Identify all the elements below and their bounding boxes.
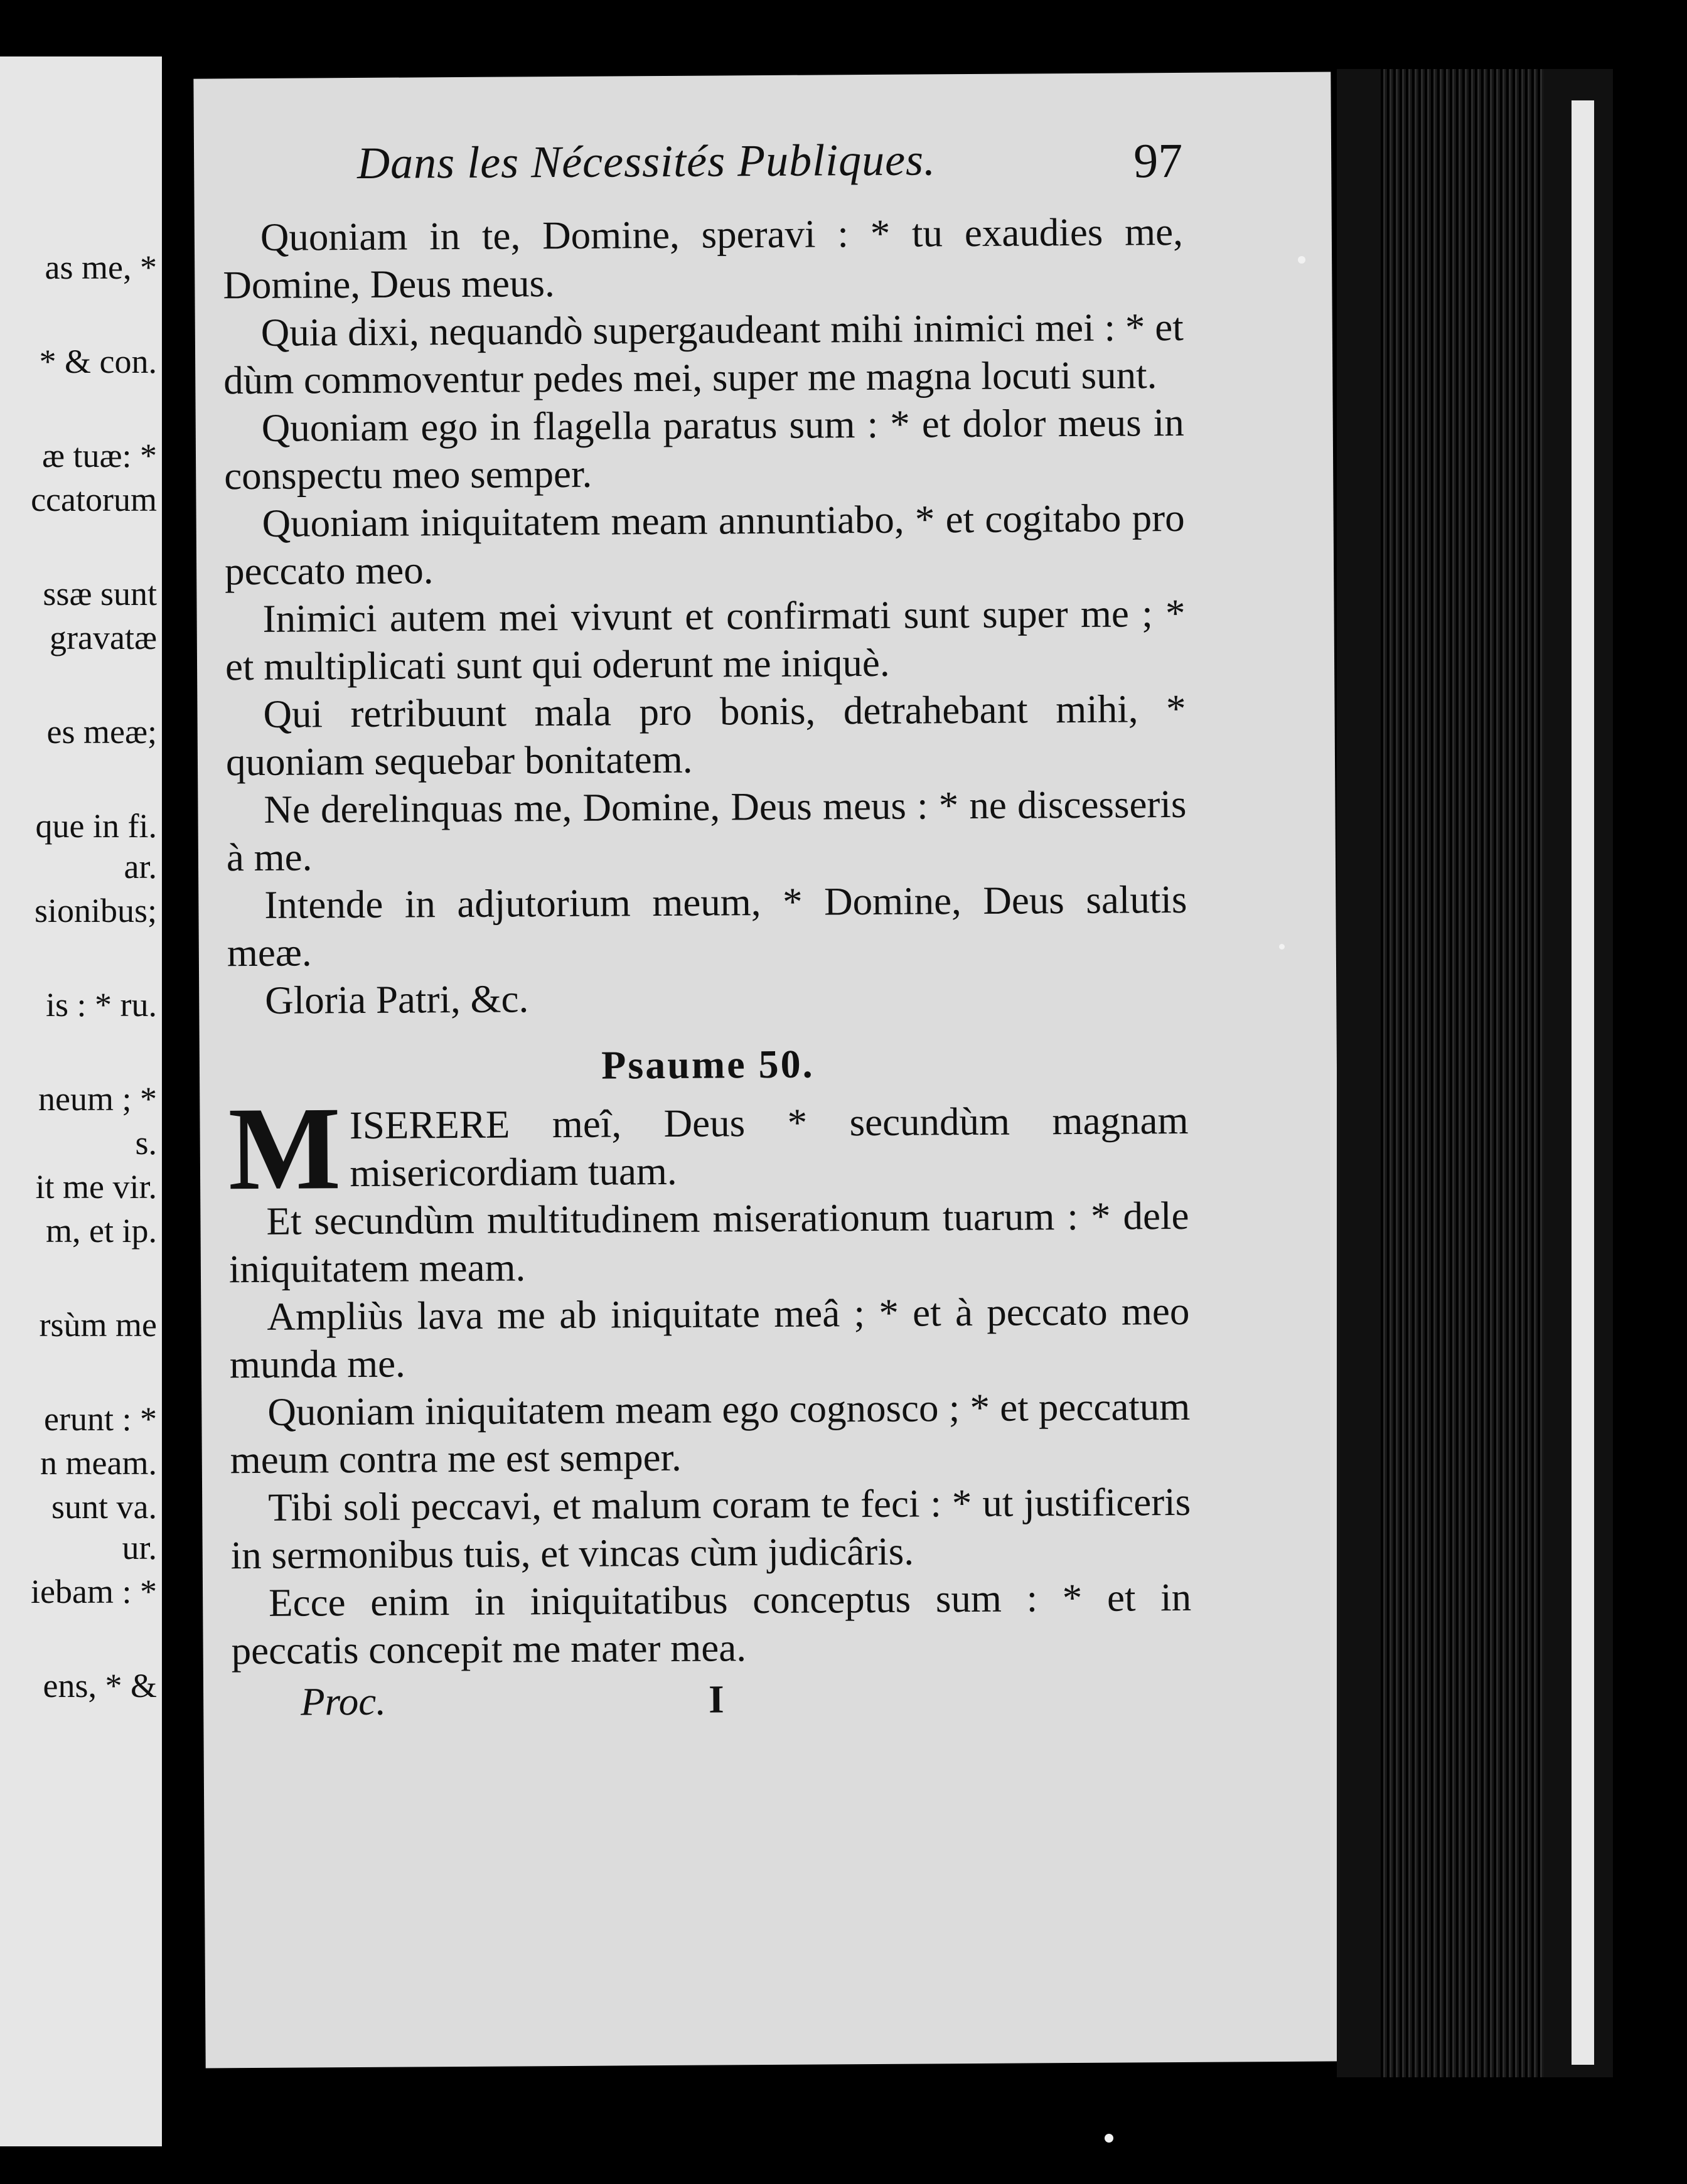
left-page-line: sionibus; <box>34 892 157 929</box>
dust-speck <box>1105 2134 1113 2143</box>
psalm-verse: Quoniam iniquitatem meam annuntiabo, * et cogitabo pro peccato meo. <box>224 495 1185 594</box>
page-edge-stack <box>1337 69 1613 2077</box>
left-page-line: n meam. <box>40 1444 157 1482</box>
page-content <box>222 132 1192 1736</box>
page-number: 97 <box>1133 132 1183 188</box>
left-page-line: s. <box>135 1124 157 1162</box>
page-leaves <box>1381 69 1544 2077</box>
psalm-verse: Tibi soli peccavi, et malum coram te feci : * ut justificeris in sermonibus tuis, et vincas cùm judicâris. <box>230 1479 1191 1578</box>
psalm-heading: Psaume 50. <box>601 1041 815 1088</box>
verses-after-heading <box>228 1192 1192 1674</box>
left-page-line: ccatorum <box>31 481 157 518</box>
left-page-line: æ tuæ: * <box>41 437 157 474</box>
left-page-line: is : * ru. <box>45 986 157 1024</box>
psalm-verse: Inimici autem mei vivunt et confirmati sunt super me ; * et multiplicati sunt qui oderunt me iniquè. <box>225 591 1186 689</box>
psalm-first-verse <box>228 1083 1189 1216</box>
left-page-line: que in fi. <box>35 807 157 845</box>
drop-capital: M <box>228 1083 341 1216</box>
left-page-line: * & con. <box>39 343 157 380</box>
first-verse-text: ISERERE meî, Deus * secundùm magnam misericordiam tuam. <box>349 1098 1189 1196</box>
signature-label: Proc. <box>300 1679 387 1724</box>
psalm-verse: Quoniam iniquitatem meam ego cognosco ; * et peccatum meum contra me est semper. <box>230 1384 1191 1482</box>
left-page-line: es meæ; <box>46 713 157 751</box>
left-page-line: neum ; * <box>38 1080 157 1118</box>
left-page-line: iebam : * <box>31 1573 157 1610</box>
page-footer <box>232 1674 1192 1736</box>
psalm-verse: Quoniam in te, Domine, speravi : * tu exaudies me, Domine, Deus meus. <box>223 209 1184 308</box>
left-page-line: ar. <box>124 848 157 886</box>
left-page-line: as me, * <box>45 249 157 286</box>
psalm-verse: Quoniam ego in flagella paratus sum : * et dolor meus in conspectu meo semper. <box>223 400 1184 498</box>
psalm-verse: Intende in adjutorium meum, * Domine, Deus salutis meæ. <box>227 877 1187 975</box>
psalm-verse: Et secundùm multitudinem miserationum tuarum : * dele iniquitatem meam. <box>228 1193 1189 1292</box>
book-rim <box>1572 100 1594 2065</box>
left-page-line: gravatæ <box>50 619 157 656</box>
previous-page-fragment <box>0 56 162 2146</box>
psalm-verse: Ne derelinquas me, Domine, Deus meus : * ne discesseris à me. <box>226 781 1187 880</box>
left-page-line: ssæ sunt <box>43 575 157 613</box>
left-page-line: ens, * & <box>43 1667 157 1705</box>
running-title: Dans les Nécessités Publiques. <box>356 134 936 188</box>
page-header <box>222 132 1183 207</box>
psalm-verse: Gloria Patri, &c. <box>265 977 529 1022</box>
psalm-verse: Ecce enim in iniquitatibus conceptus sum : * et in peccatis concepit me mater mea. <box>231 1575 1192 1673</box>
dust-speck <box>1279 944 1285 950</box>
left-page-line: rsùm me <box>39 1306 157 1344</box>
book-page <box>193 72 1342 2068</box>
left-page-line: sunt va. <box>51 1488 157 1526</box>
left-page-line: erunt : * <box>44 1400 157 1438</box>
dust-speck <box>1298 256 1305 264</box>
psalm-verse: Qui retribuunt mala pro bonis, detrahebant mihi, * quoniam sequebar bonitatem. <box>225 686 1186 784</box>
left-page-line: ur. <box>122 1529 157 1566</box>
verses-before-psalm <box>223 208 1188 1024</box>
psalm-verse: Ampliùs lava me ab iniquitate meâ ; * et à peccato meo munda me. <box>229 1288 1190 1387</box>
psalm-verse: Quia dixi, nequandò supergaudeant mihi inimici mei : * et dùm commoventur pedes mei, super me magna locuti sunt. <box>223 304 1184 403</box>
left-page-line: it me vir. <box>35 1168 157 1206</box>
signature-mark: I <box>708 1677 724 1721</box>
left-page-line: m, et ip. <box>46 1212 157 1250</box>
